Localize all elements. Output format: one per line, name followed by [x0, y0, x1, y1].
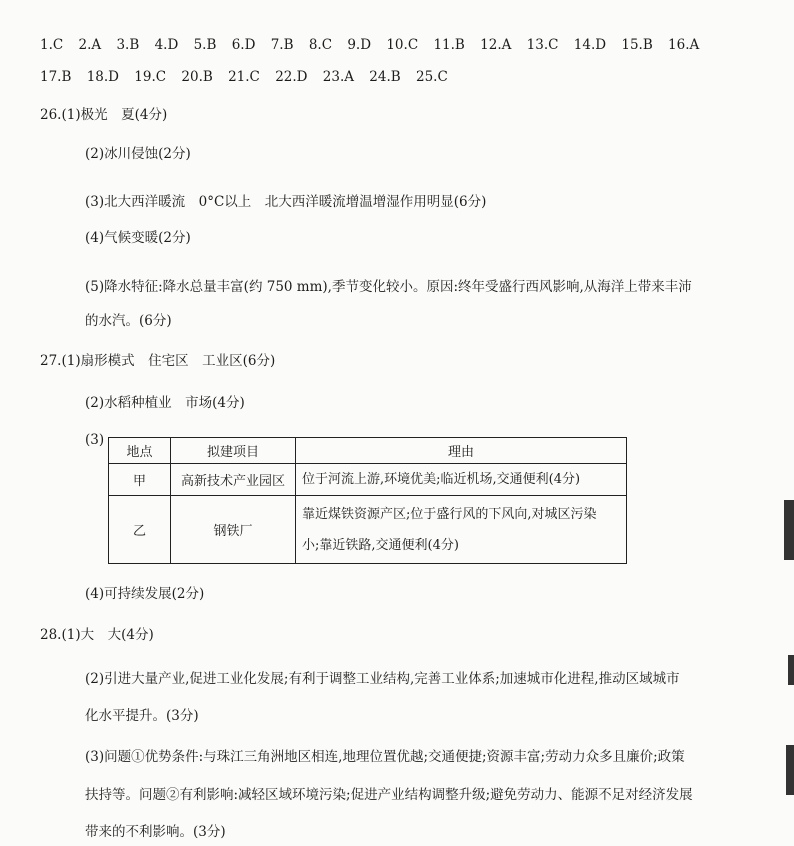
reason-line: 位于河流上游,环境优美;临近机场,交通便利(4分): [302, 472, 581, 487]
mc-answer: 3.B: [116, 37, 140, 53]
mc-answer: 18.D: [86, 69, 119, 85]
cell-place: 甲: [109, 464, 171, 496]
header-project: 拟建项目: [171, 438, 296, 464]
mc-answer: 4.D: [154, 37, 179, 53]
table-row: [109, 464, 627, 496]
mc-answer: 14.D: [573, 37, 607, 53]
location-table: [108, 437, 627, 564]
cell-project: 钢铁厂: [171, 496, 296, 564]
mc-answer: 19.C: [134, 69, 167, 85]
q28-part-3-line-3: 带来的不利影响。(3分): [85, 824, 226, 840]
mc-answer: 23.A: [322, 69, 354, 85]
q28-part-3-line-2: 扶持等。问题②有利影响:减轻区域环境污染;促进产业结构调整升级;避免劳动力、能源不足对经济发展: [85, 787, 693, 803]
mc-answers-row-2: [40, 68, 459, 86]
q26-part-4: (4)气候变暖(2分): [85, 230, 191, 246]
scan-edge-shadow: [786, 745, 794, 795]
q27-part-2: (2)水稻种植业 市场(4分): [85, 395, 245, 411]
q26-part-3: (3)北大西洋暖流 0°C以上 北大西洋暖流增温增湿作用明显(6分): [85, 194, 487, 210]
cell-reason: [296, 464, 627, 496]
mc-answer: 8.C: [308, 37, 333, 53]
mc-answer: 25.C: [415, 69, 448, 85]
mc-answer: 20.B: [181, 69, 213, 85]
table-header-row: [109, 438, 627, 464]
header-place: 地点: [109, 438, 171, 464]
mc-answer: 16.A: [668, 37, 700, 53]
q28-part-1: 28.(1)大 大(4分): [40, 627, 154, 643]
mc-answer: 7.B: [270, 37, 294, 53]
mc-answer: 5.B: [193, 37, 217, 53]
mc-answer: 22.D: [275, 69, 308, 85]
q26-part-5-line-1: (5)降水特征:降水总量丰富(约 750 mm),季节变化较小。原因:终年受盛行西风影响,从海洋上带来丰沛: [85, 279, 692, 295]
mc-answer: 12.A: [480, 37, 512, 53]
mc-answer: 17.B: [40, 69, 72, 85]
cell-reason: [296, 496, 627, 564]
q27-part-1: 27.(1)扇形模式 住宅区 工业区(6分): [40, 353, 276, 369]
table-row: [109, 496, 627, 564]
cell-project: 高新技术产业园区: [171, 464, 296, 496]
mc-answer: 2.A: [78, 37, 102, 53]
cell-place: 乙: [109, 496, 171, 564]
header-reason: 理由: [296, 438, 627, 464]
mc-answer: 15.B: [621, 37, 653, 53]
q26-part-5-line-2: 的水汽。(6分): [85, 313, 172, 329]
reason-line: 小;靠近铁路,交通便利(4分): [302, 537, 459, 553]
q27-part-3-label: (3): [85, 432, 105, 448]
q28-part-2-line-1: (2)引进大量产业,促进工业化发展;有利于调整工业结构,完善工业体系;加速城市化进程,推动区域城市: [85, 671, 680, 687]
q26-part-1: 26.(1)极光 夏(4分): [40, 107, 168, 123]
mc-answers-row-1: [40, 36, 710, 54]
q28-part-3-line-1: (3)问题①优势条件:与珠江三角洲地区相连,地理位置优越;交通便捷;资源丰富;劳动力众多且廉价;政策: [85, 749, 685, 765]
mc-answer: 21.C: [228, 69, 260, 85]
q26-part-2: (2)冰川侵蚀(2分): [85, 146, 191, 162]
mc-answer: 24.B: [369, 69, 401, 85]
mc-answer: 10.C: [386, 37, 419, 53]
mc-answer: 9.D: [347, 37, 372, 53]
scan-edge-shadow: [788, 655, 794, 685]
reason-line: 靠近煤铁资源产区;位于盛行风的下风向,对城区污染: [302, 506, 597, 522]
mc-answer: 6.D: [231, 37, 256, 53]
mc-answer: 1.C: [40, 37, 64, 53]
q28-part-2-line-2: 化水平提升。(3分): [85, 708, 199, 724]
scan-edge-shadow: [784, 500, 794, 560]
mc-answer: 13.C: [526, 37, 559, 53]
q27-part-4: (4)可持续发展(2分): [85, 586, 205, 602]
mc-answer: 11.B: [433, 37, 465, 53]
